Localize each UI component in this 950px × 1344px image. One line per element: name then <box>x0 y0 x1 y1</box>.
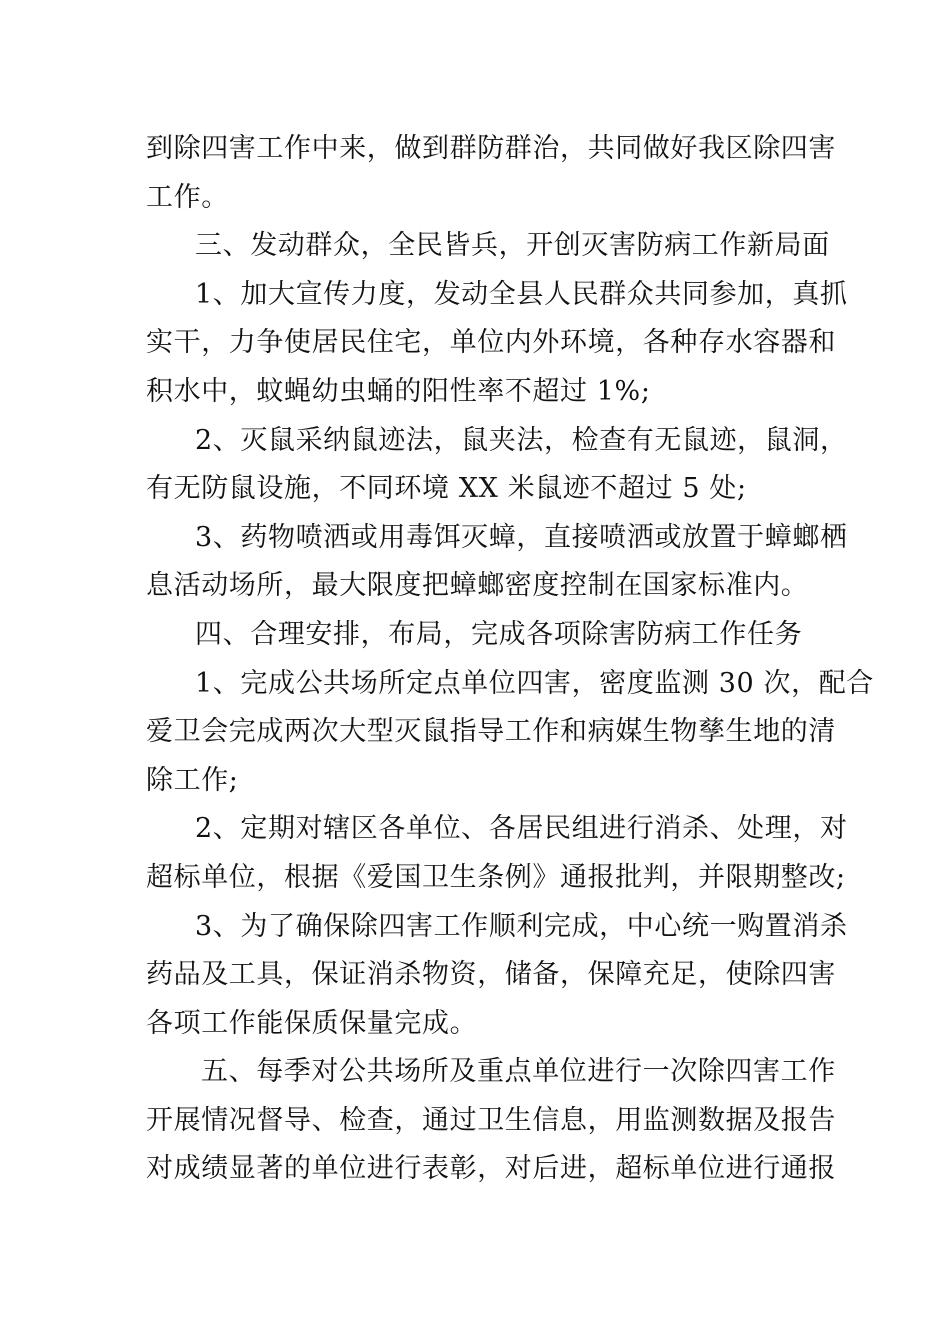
paragraph-line: 超标单位，根据《爱国卫生条例》通报批判，并限期整改; <box>146 861 846 893</box>
section-heading-5: 五、每季对公共场所及重点单位进行一次除四害工作 <box>201 1056 836 1088</box>
paragraph-line: 2、灭鼠采纳鼠迹法，鼠夹法，检查有无鼠迹，鼠洞， <box>195 424 848 456</box>
section-heading-4: 四、合理安排，布局，完成各项除害防病工作任务 <box>195 618 803 650</box>
paragraph-line: 除工作; <box>146 764 239 796</box>
paragraph-line: 3、为了确保除四害工作顺利完成，中心统一购置消杀 <box>195 910 848 942</box>
paragraph-line: 有无防鼠设施，不同环境 XX 米鼠迹不超过 5 处; <box>146 473 747 505</box>
paragraph-line: 工作。 <box>146 181 229 213</box>
document-body <box>146 125 874 1194</box>
paragraph-line: 开展情况督导、检查，通过卫生信息，用监测数据及报告 <box>146 1104 836 1136</box>
paragraph-line: 实干，力争使居民住宅，单位内外环境，各种存水容器和 <box>146 327 836 359</box>
paragraph-line: 药品及工具，保证消杀物资，储备，保障充足，使除四害 <box>146 959 836 991</box>
paragraph-line: 各项工作能保质保量完成。 <box>146 1007 478 1039</box>
paragraph-line: 2、定期对辖区各单位、各居民组进行消杀、处理，对 <box>195 813 848 845</box>
paragraph-line: 积水中，蚊蝇幼虫蛹的阳性率不超过 1%; <box>146 375 651 407</box>
section-heading-3: 三、发动群众，全民皆兵，开创灭害防病工作新局面 <box>195 230 830 262</box>
paragraph-line: 息活动场所，最大限度把蟑螂密度控制在国家标准内。 <box>146 570 809 602</box>
paragraph-line: 1、完成公共场所定点单位四害，密度监测 30 次，配合 <box>195 667 874 699</box>
paragraph-line: 3、药物喷洒或用毒饵灭蟑，直接喷洒或放置于蟑螂栖 <box>195 521 848 553</box>
paragraph-line: 爱卫会完成两次大型灭鼠指导工作和病媒生物孳生地的清 <box>146 716 836 748</box>
paragraph-line: 1、加大宣传力度，发动全县人民群众共同参加，真抓 <box>195 278 848 310</box>
paragraph-line: 对成绩显著的单位进行表彰，对后进，超标单位进行通报 <box>146 1153 836 1185</box>
paragraph-line: 到除四害工作中来，做到群防群治，共同做好我区除四害 <box>146 133 836 164</box>
